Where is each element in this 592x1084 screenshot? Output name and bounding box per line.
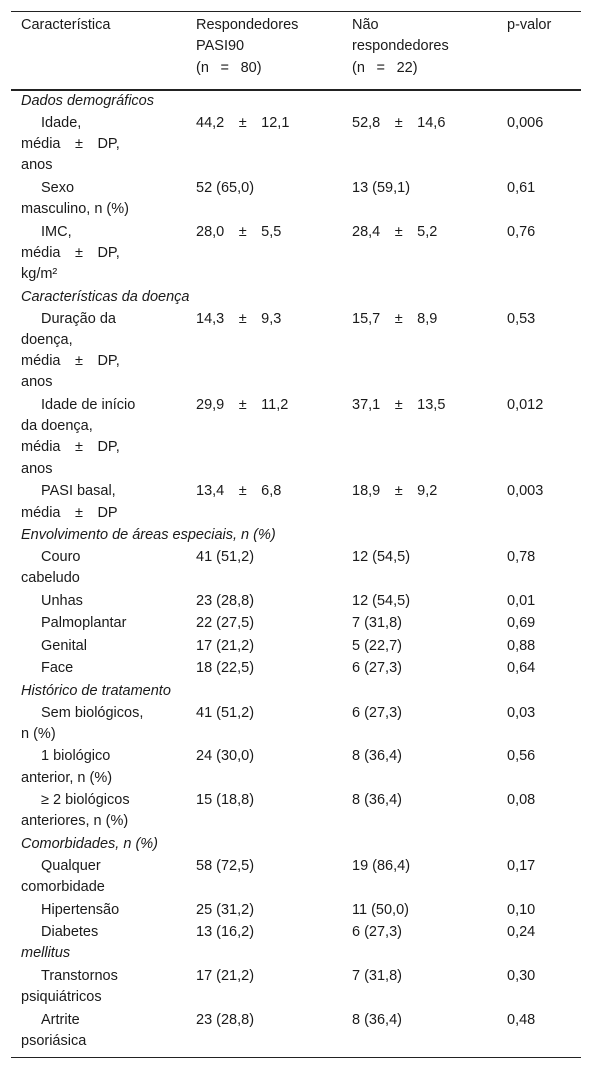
row-p-value: 0,69: [507, 615, 536, 632]
row-responders-value: 58 (72,5): [196, 857, 255, 874]
section-title: Histórico de tratamento: [21, 682, 171, 699]
row-responders-value: 29,9 ± 11,2: [196, 396, 289, 413]
row-label: ≥ 2 biológicos anteriores, n (%): [21, 792, 130, 830]
row-nonresponders-value: 8 (36,4): [352, 1011, 402, 1028]
row-responders-value: 23 (28,8): [196, 1011, 255, 1028]
header-p-valor: p-valor: [507, 17, 552, 33]
row-p-value: 0,10: [507, 901, 536, 918]
row-label: Face: [41, 660, 74, 677]
row-label: Diabetes mellitus: [21, 924, 99, 962]
row-responders-value: 44,2 ± 12,1: [196, 114, 290, 131]
row-nonresponders-value: 28,4 ± 5,2: [352, 223, 438, 240]
row-nonresponders-value: 6 (27,3): [352, 924, 402, 940]
header-nao-respondedores: Não respondedores (n = 22): [352, 17, 449, 76]
row-nonresponders-value: 8 (36,4): [352, 792, 402, 809]
row-label: Sem biológicos, n (%): [21, 704, 144, 742]
row-responders-value: 13,4 ± 6,8: [196, 483, 282, 500]
row-responders-value: 23 (28,8): [196, 592, 255, 609]
row-responders-value: 17 (21,2): [196, 967, 255, 984]
row-label: Palmoplantar: [41, 615, 127, 632]
row-label: IMC, média ± DP, kg/m²: [21, 223, 120, 283]
row-nonresponders-value: 12 (54,5): [352, 592, 411, 609]
row-p-value: 0,012: [507, 396, 544, 413]
row-p-value: 0,64: [507, 660, 536, 677]
row-p-value: 0,08: [507, 792, 536, 809]
row-p-value: 0,78: [507, 548, 536, 565]
row-p-value: 0,48: [507, 1011, 536, 1028]
row-responders-value: 52 (65,0): [196, 179, 255, 196]
row-nonresponders-value: 15,7 ± 8,9: [352, 310, 438, 327]
row-p-value: 0,53: [507, 310, 536, 327]
row-label: Artrite psoriásica: [21, 1011, 87, 1049]
row-nonresponders-value: 13 (59,1): [352, 179, 411, 196]
row-responders-value: 41 (51,2): [196, 548, 255, 565]
row-nonresponders-value: 18,9 ± 9,2: [352, 483, 438, 500]
header-caracteristica: Característica: [21, 17, 111, 33]
row-p-value: 0,56: [507, 748, 536, 765]
section-title: Dados demográficos: [21, 92, 154, 109]
row-responders-value: 18 (22,5): [196, 660, 255, 677]
row-p-value: 0,30: [507, 967, 536, 984]
row-responders-value: 41 (51,2): [196, 704, 255, 721]
row-responders-value: 14,3 ± 9,3: [196, 310, 282, 327]
row-p-value: 0,76: [507, 223, 536, 240]
row-p-value: 0,03: [507, 704, 536, 721]
row-label: Idade de início da doença, média ± DP, anos: [21, 396, 136, 477]
row-p-value: 0,01: [507, 592, 536, 609]
row-p-value: 0,24: [507, 924, 536, 940]
row-nonresponders-value: 11 (50,0): [352, 901, 409, 918]
bottom-rule: [11, 1057, 581, 1058]
header-respondedores: Respondedores PASI90 (n = 80): [196, 17, 299, 76]
row-label: Duração da doença, média ± DP, anos: [21, 310, 120, 391]
row-p-value: 0,006: [507, 114, 544, 131]
row-p-value: 0,003: [507, 483, 544, 500]
row-responders-value: 17 (21,2): [196, 637, 255, 654]
section-title: Envolvimento de áreas especiais, n (%): [21, 527, 276, 544]
row-label: Sexo masculino, n (%): [21, 179, 129, 218]
row-nonresponders-value: 7 (31,8): [352, 615, 402, 632]
row-nonresponders-value: 5 (22,7): [352, 637, 402, 654]
row-label: Genital: [41, 637, 87, 654]
row-label: Transtornos psiquiátricos: [21, 967, 118, 1006]
row-p-value: 0,61: [507, 179, 536, 196]
row-nonresponders-value: 6 (27,3): [352, 704, 402, 721]
row-nonresponders-value: 7 (31,8): [352, 967, 402, 984]
section-title: Características da doença: [21, 288, 190, 305]
row-responders-value: 25 (31,2): [196, 901, 255, 918]
row-p-value: 0,88: [507, 637, 536, 654]
row-responders-value: 13 (16,2): [196, 924, 255, 940]
row-label: Idade, média ± DP, anos: [21, 114, 120, 174]
row-nonresponders-value: 19 (86,4): [352, 857, 411, 874]
row-nonresponders-value: 12 (54,5): [352, 548, 411, 565]
row-responders-value: 28,0 ± 5,5: [196, 223, 282, 240]
row-p-value: 0,17: [507, 857, 536, 874]
row-label: Unhas: [41, 592, 83, 609]
row-nonresponders-value: 8 (36,4): [352, 748, 402, 765]
row-nonresponders-value: 6 (27,3): [352, 660, 402, 677]
row-label: PASI basal, média ± DP: [21, 483, 118, 521]
row-label: Hipertensão: [41, 901, 120, 918]
top-rule: [11, 11, 581, 12]
row-responders-value: 15 (18,8): [196, 792, 255, 809]
row-nonresponders-value: 37,1 ± 13,5: [352, 396, 446, 413]
row-label: Couro cabeludo: [21, 548, 81, 587]
section-title: Comorbidades, n (%): [21, 835, 158, 852]
row-responders-value: 22 (27,5): [196, 615, 255, 632]
row-nonresponders-value: 52,8 ± 14,6: [352, 114, 446, 131]
row-responders-value: 24 (30,0): [196, 748, 255, 765]
row-label: Qualquer comorbidade: [21, 857, 105, 895]
row-label: 1 biológico anterior, n (%): [21, 748, 113, 786]
